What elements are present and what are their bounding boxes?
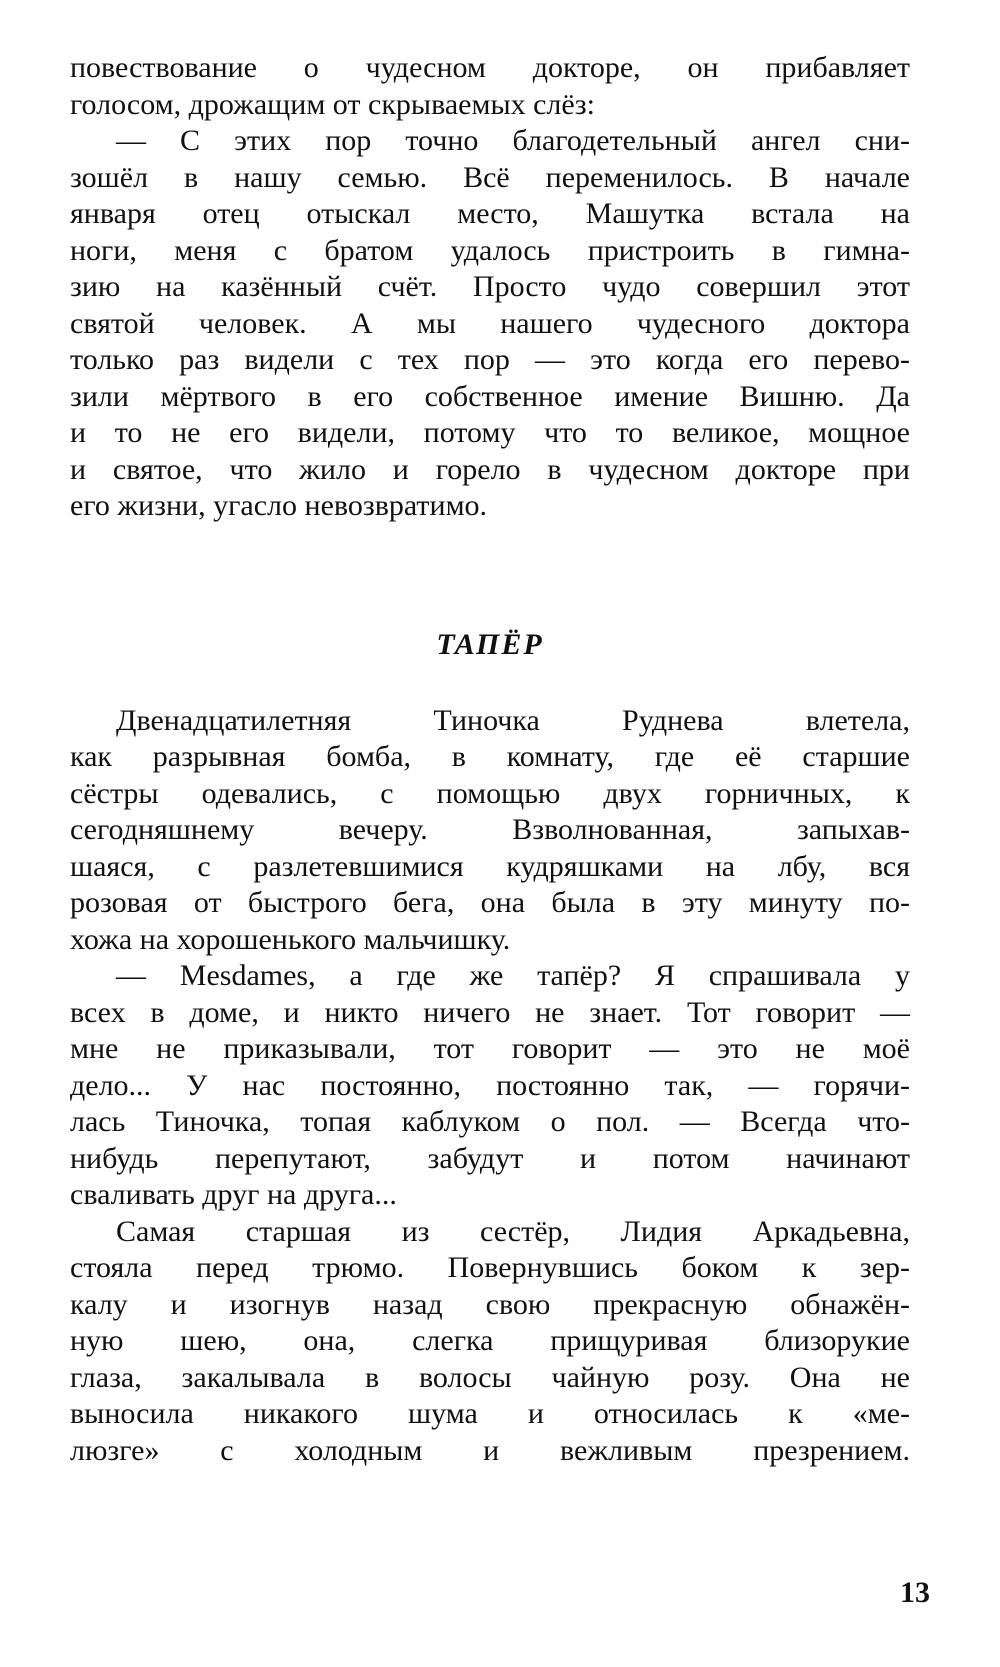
- text-line: калу и изогнув назад свою прекрасную обнажён-: [70, 1287, 910, 1321]
- text-line: сёстры одевались, с помощью двух горничных, к: [70, 776, 910, 810]
- text-line: глаза, закалывала в волосы чайную розу. Она не: [70, 1360, 910, 1394]
- text-line: повествование о чудесном докторе, он прибавляет: [70, 51, 910, 84]
- text-line: и святое, что жило и горело в чудесном докторе при: [70, 452, 910, 486]
- text-line: Двенадцатилетняя Тиночка Руднева влетела,: [116, 703, 910, 737]
- paragraph-2: [70, 123, 910, 525]
- paragraph-5: [70, 1214, 910, 1470]
- text-line: выносила никакого шума и относилась к «ме-: [70, 1397, 910, 1430]
- paragraph-4: [70, 958, 910, 1214]
- text-line: — С этих пор точно благодетельный ангел сни-: [116, 124, 910, 157]
- text-line: люзге» с холодным и вежливым презрением.: [70, 1433, 910, 1467]
- text-line: Самая старшая из сестёр, Лидия Аркадьевна,: [116, 1214, 910, 1248]
- text-line: только раз видели с тех пор — это когда его перево-: [70, 343, 910, 376]
- text-line: хожа на хорошенького мальчишку.: [70, 922, 511, 956]
- book-page: [70, 50, 910, 1469]
- text-line: ную шею, она, слегка прищуривая близорукие: [70, 1324, 910, 1357]
- text-line: ноги, меня с братом удалось пристроить в гимна-: [70, 233, 910, 267]
- text-line: зошёл в нашу семью. Всё переменилось. В начале: [70, 160, 910, 194]
- text-line: дело... У нас постоянно, постоянно так, — горячи-: [70, 1068, 910, 1102]
- text-line: зили мёртвого в его собственное имение Вишню. Да: [70, 379, 910, 413]
- chapter-heading: ТАПЁР: [436, 627, 544, 661]
- text-line: мне не приказывали, тот говорит — это не моё: [70, 1032, 910, 1065]
- text-line: голосом, дрожащим от скрываемых слёз:: [70, 87, 595, 121]
- text-line: — Mesdames, а где же тапёр? Я спрашивала у: [116, 959, 910, 992]
- text-line: января отец отыскал место, Машутка встала на: [70, 197, 910, 230]
- text-line: зию на казённый счёт. Просто чудо совершил этот: [70, 270, 910, 303]
- text-line: сваливать друг на друга...: [70, 1178, 397, 1211]
- text-line: шаяся, с разлетевшимися кудряшками на лбу, вся: [70, 849, 910, 883]
- text-line: лась Тиночка, топая каблуком о пол. — Всегда что-: [70, 1105, 910, 1138]
- paragraph-1: [70, 50, 910, 123]
- text-line: и то не его видели, потому что то великое, мощное: [70, 416, 910, 449]
- page-number: 13: [900, 1576, 930, 1609]
- text-line: всех в доме, и никто ничего не знает. Тот говорит —: [70, 995, 910, 1029]
- text-line: его жизни, угасло невозвратимо.: [70, 489, 488, 522]
- paragraph-3: [70, 703, 910, 959]
- text-line: розовая от быстрого бега, она была в эту минуту по-: [70, 886, 910, 919]
- text-line: сегодняшнему вечеру. Взволнованная, запыхав-: [70, 813, 910, 846]
- text-line: святой человек. А мы нашего чудесного доктора: [70, 306, 910, 340]
- text-line: нибудь перепутают, забудут и потом начинают: [70, 1141, 910, 1175]
- text-line: как разрывная бомба, в комнату, где её старшие: [70, 740, 910, 773]
- text-line: стояла перед трюмо. Повернувшись боком к зер-: [70, 1251, 910, 1284]
